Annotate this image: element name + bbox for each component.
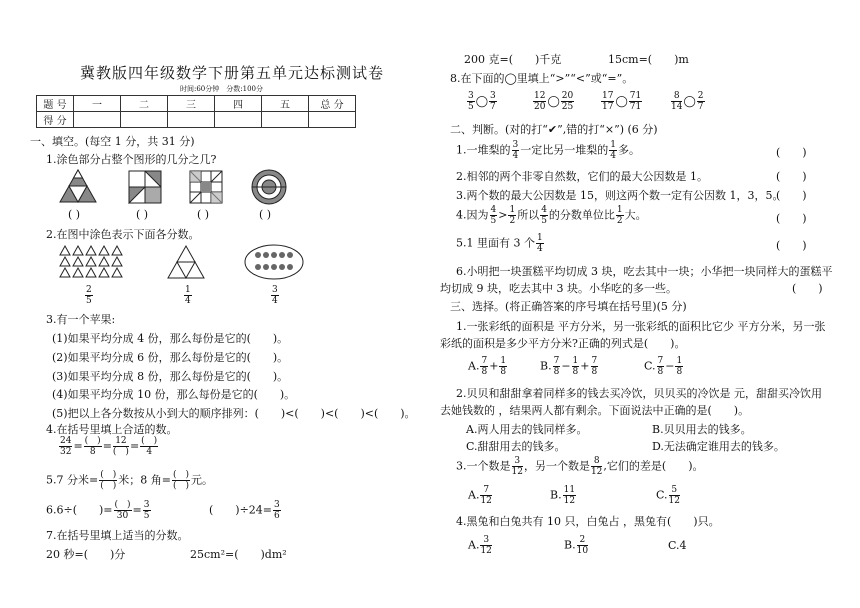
- grid-figure: [189, 170, 223, 204]
- choice-4-option-a[interactable]: A. $\frac{3}{12}$: [468, 535, 492, 556]
- score-header-cell: 一: [74, 96, 121, 112]
- question-3-item: (5)把以上各分数按从小到大的顺序排列：( )<( )<( )<( )。: [52, 407, 416, 420]
- question-7: 7.在括号里填上适当的分数。: [46, 529, 189, 542]
- choice-3: 3.一个数是 $\frac{3}{12}$ ，另一个数是 $\frac{8}{12}$ ,它们的差是( )。: [456, 456, 704, 477]
- score-header-cell: 总 分: [309, 96, 356, 112]
- triangle-array-figure: [60, 245, 126, 279]
- score-header-cell: 三: [168, 96, 215, 112]
- score-input-cell[interactable]: [215, 112, 262, 128]
- fraction-label: [270, 285, 280, 306]
- fraction-label: [84, 285, 94, 306]
- flower-oval-figure: [244, 243, 304, 281]
- denominator: 4: [185, 296, 191, 306]
- choice-2-option[interactable]: D.无法确定谁用去的钱多。: [652, 440, 785, 453]
- numerator: 1: [185, 285, 191, 295]
- judge-3: 3.两个数的最大公因数是 15，则这两个数一定有公因数 1，3，5。: [456, 189, 784, 202]
- choice-1-option-b[interactable]: B. $\frac{7}{8}$ − $\frac{1}{8}$ + $\frac{7}{8}$: [540, 356, 598, 377]
- answer-blank[interactable]: ( ): [259, 208, 272, 221]
- question-3-item: (1)如果平均分成 4 份，那么每份是它的( )。: [52, 332, 289, 345]
- score-value-row: [37, 112, 356, 128]
- conversion-b: 15cm=( )m: [608, 53, 689, 66]
- divided-triangle-figure: [166, 244, 206, 280]
- answer-blank[interactable]: ( ): [68, 208, 81, 221]
- fraction-label: [183, 285, 193, 306]
- judge-2: 2.相邻的两个非零自然数，它们的最大公因数是 1。: [456, 170, 708, 183]
- compare-pair: $\frac{8}{14}$ ◯ $\frac{2}{7}$: [671, 91, 704, 112]
- judge-4: 4.因为 $\frac{4}{5}$ > $\frac{1}{2}$ 所以 $\frac{4}{5}$ 的分数单位比 $\frac{1}{2}$ 大。: [456, 205, 647, 226]
- score-header-cell: 题 号: [37, 96, 74, 112]
- conversion-a: 200 克=( )千克: [464, 53, 562, 66]
- question-6-part-b: ( )÷24= $\frac{3}{6}$: [209, 500, 280, 521]
- judge-answer-blank[interactable]: ( ): [776, 212, 807, 225]
- choice-4: 4.黑兔和白兔共有 10 只，白兔占 ，黑兔有( )只。: [456, 515, 720, 528]
- score-input-cell[interactable]: [262, 112, 309, 128]
- score-label-cell: 得 分: [37, 112, 74, 128]
- compare-pair: $\frac{17}{17}$ ◯ $\frac{71}{71}$: [602, 91, 642, 112]
- section-1-heading: 一、填空。(每空 1 分，共 31 分): [30, 135, 195, 148]
- choice-4-option-b[interactable]: B. $\frac{2}{10}$: [564, 535, 589, 556]
- judge-answer-blank[interactable]: ( ): [776, 170, 807, 183]
- score-input-cell[interactable]: [121, 112, 168, 128]
- judge-6-line-1: 6.小明把一块蛋糕平均切成 3 块，吃去其中一块；小华把一块同样大的蛋糕平: [456, 265, 833, 278]
- question-3-item: (4)如果平均分成 10 份，那么每份是它的( )。: [52, 388, 296, 401]
- question-4-equation: $\frac{24}{32}$ = $\frac{( )}{8}$ = $\frac{12}{( )}$ = $\frac{( )}{4}$: [60, 436, 158, 457]
- choice-1-option-a[interactable]: A. $\frac{7}{8}$ + $\frac{1}{8}$: [468, 356, 507, 377]
- question-5: 5.7 分米= $\frac{( )}{( )}$ 米；8 角= $\frac{( )}{( )}$ 元。: [46, 470, 213, 491]
- compare-pair: $\frac{3}{5}$ ◯ $\frac{3}{7}$: [468, 91, 496, 112]
- choice-2-line-2: 去她钱数的 ，结果两人都有剩余。下面说法中正确的是( )。: [440, 404, 750, 417]
- compare-pair: $\frac{12}{20}$ ◯ $\frac{20}{25}$: [534, 91, 574, 112]
- question-1: 1.涂色部分占整个图形的几分之几?: [46, 153, 217, 166]
- judge-answer-blank[interactable]: ( ): [776, 189, 807, 202]
- question-4: 4.在括号里填上合适的数。: [46, 423, 178, 436]
- choice-3-option-b[interactable]: B. $\frac{11}{12}$: [550, 485, 576, 506]
- compare-circle-icon[interactable]: ◯: [683, 94, 696, 108]
- answer-blank[interactable]: ( ): [197, 208, 210, 221]
- score-header-row: [37, 96, 356, 112]
- score-table: [36, 95, 356, 128]
- choice-1-line-1: 1.一张彩纸的面积是 平方分米，另一张彩纸的面积比它少 平方分米，另一张: [456, 320, 826, 333]
- question-6: 6.6÷( )= $\frac{( )}{30}$ = $\frac{3}{5}$: [46, 500, 150, 521]
- score-header-cell: 五: [262, 96, 309, 112]
- numerator: 2: [86, 285, 92, 295]
- judge-5: 5.1 里面有 3 个 $\frac{1}{4}$: [456, 233, 543, 254]
- score-input-cell[interactable]: [168, 112, 215, 128]
- choice-1-option-c[interactable]: C. $\frac{7}{8}$ − $\frac{1}{8}$: [644, 356, 683, 377]
- exam-info: 时间:60分钟 分数:100分: [180, 85, 263, 93]
- choice-3-option-a[interactable]: A. $\frac{7}{12}$: [468, 485, 492, 506]
- question-7-part-a: 20 秒=( )分: [46, 548, 126, 561]
- judge-1: 1.一堆梨的 $\frac{3}{4}$ 一定比另一堆梨的 $\frac{1}{4}$ 多。: [456, 140, 640, 161]
- judge-answer-blank[interactable]: ( ): [776, 146, 807, 159]
- answer-blank[interactable]: ( ): [136, 208, 149, 221]
- score-header-cell: 二: [121, 96, 168, 112]
- judge-answer-blank[interactable]: ( ): [792, 282, 823, 295]
- question-2: 2.在图中涂色表示下面各分数。: [46, 228, 200, 241]
- judge-answer-blank[interactable]: ( ): [776, 239, 807, 252]
- choice-3-option-c[interactable]: C. $\frac{5}{12}$: [656, 485, 680, 506]
- square-figure: [128, 170, 162, 204]
- choice-1-line-2: 彩纸的面积是多少平方分米?正确的列式是( )。: [440, 337, 686, 350]
- denominator: 5: [86, 296, 92, 306]
- compare-circle-icon[interactable]: ◯: [615, 94, 628, 108]
- score-header-cell: 四: [215, 96, 262, 112]
- choice-4-option-c[interactable]: C.4: [668, 539, 687, 552]
- compare-circle-icon[interactable]: ◯: [475, 94, 489, 108]
- choice-2-line-1: 2.贝贝和甜甜拿着同样多的钱去买冷饮，贝贝买的冷饮是 元，甜甜买冷饮用: [456, 387, 822, 400]
- score-input-cell[interactable]: [74, 112, 121, 128]
- question-3-item: (2)如果平均分成 6 份，那么每份是它的( )。: [52, 351, 289, 364]
- choice-2-option[interactable]: A.两人用去的钱同样多。: [466, 423, 588, 436]
- section-3-heading: 三、选择。(将正确答案的序号填在括号里)(5 分): [450, 300, 687, 313]
- choice-2-option[interactable]: B.贝贝用去的钱多。: [652, 423, 752, 436]
- concentric-circle-figure: [250, 168, 288, 206]
- page-title: 冀教版四年级数学下册第五单元达标测试卷: [80, 64, 385, 82]
- choice-2-option[interactable]: C.甜甜用去的钱多。: [466, 440, 566, 453]
- compare-circle-icon[interactable]: ◯: [547, 94, 560, 108]
- denominator: 4: [272, 296, 278, 306]
- question-7-part-b: 25cm²=( )dm²: [190, 548, 287, 561]
- question-8: 8.在下面的◯里填上“>”“<”或“=”。: [450, 72, 634, 85]
- triangle-figure: [58, 168, 98, 204]
- question-3-item: (3)如果平均分成 8 份，那么每份是它的( )。: [52, 370, 289, 383]
- question-3: 3.有一个苹果:: [46, 313, 116, 326]
- judge-6-line-2: 均切成 9 块，吃去其中 3 块。小华吃的多一些。: [440, 282, 677, 295]
- numerator: 3: [272, 285, 278, 295]
- score-input-cell[interactable]: [309, 112, 356, 128]
- section-2-heading: 二、判断。(对的打“✔”,错的打“×”) (6 分): [450, 123, 658, 136]
